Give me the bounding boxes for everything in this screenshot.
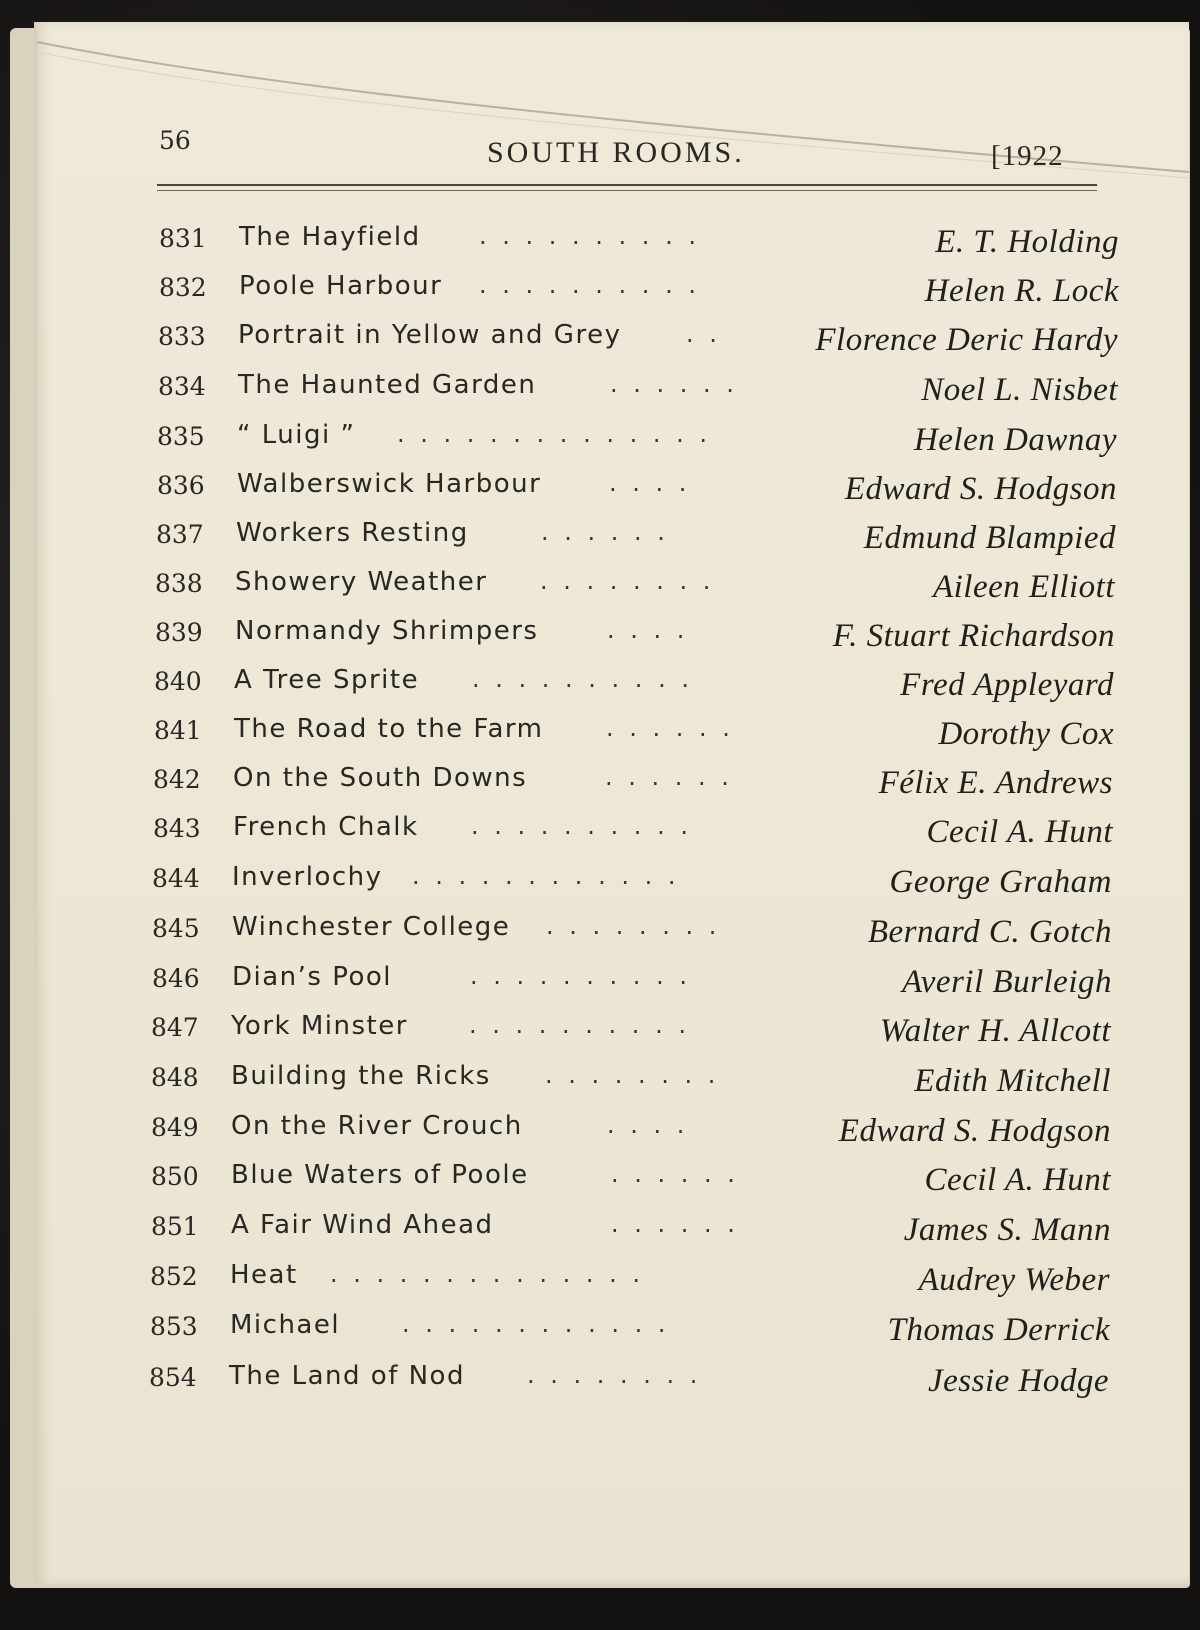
entry-number: 842	[153, 765, 201, 794]
leader-dots: . . . . . . . . . . . . . .	[330, 1260, 644, 1288]
entry-number: 840	[154, 667, 202, 696]
catalogue-page	[34, 22, 1189, 1584]
entry-title: Blue Waters of Poole	[231, 1160, 529, 1190]
entry-title: The Road to the Farm	[234, 714, 544, 744]
leader-dots: . . . . . .	[541, 518, 669, 546]
leader-dots: . . . . . . . . . .	[470, 962, 691, 990]
entry-artist: F. Stuart Richardson	[832, 618, 1115, 654]
catalogue-entry	[152, 860, 1112, 900]
entry-title: Poole Harbour	[239, 271, 443, 301]
entry-artist: Cecil A. Hunt	[926, 814, 1113, 850]
leader-dots: . . . . . .	[611, 1210, 739, 1238]
entry-number: 854	[149, 1363, 197, 1392]
leader-dots: . . . . . . . .	[540, 567, 715, 595]
entry-title: Walberswick Harbour	[237, 469, 542, 499]
entry-title: Building the Ricks	[231, 1061, 491, 1091]
entry-number: 850	[151, 1162, 199, 1191]
entry-number: 851	[151, 1212, 199, 1241]
entry-number: 832	[159, 273, 207, 302]
entry-number: 839	[155, 618, 203, 647]
page-number: 56	[159, 126, 191, 155]
entry-number: 833	[158, 322, 206, 351]
entry-artist: Audrey Weber	[918, 1262, 1110, 1298]
catalogue-entry	[151, 1208, 1111, 1248]
leader-dots: . . . . . . . . . . . .	[402, 1310, 670, 1338]
entry-number: 846	[152, 964, 200, 993]
leader-dots: . . . . . .	[606, 714, 734, 742]
entry-number: 847	[151, 1013, 199, 1042]
entry-artist: Félix E. Andrews	[878, 765, 1113, 801]
catalogue-entry	[151, 1158, 1111, 1198]
entry-title: On the South Downs	[233, 763, 528, 793]
entry-title: Showery Weather	[235, 567, 488, 597]
catalogue-list	[37, 22, 1189, 1584]
catalogue-entry	[153, 810, 1113, 850]
entry-number: 852	[150, 1262, 198, 1291]
entry-artist: Thomas Derrick	[887, 1312, 1110, 1348]
entry-title: Normandy Shrimpers	[235, 616, 539, 646]
leader-dots: . . . . . . . . . .	[471, 812, 692, 840]
entry-number: 834	[158, 372, 206, 401]
entry-number: 838	[155, 569, 203, 598]
catalogue-entry	[149, 1359, 1109, 1399]
leader-dots: . . . . . .	[611, 1160, 739, 1188]
entry-title: Dian’s Pool	[232, 962, 393, 992]
entry-number: 831	[159, 224, 207, 253]
running-title: SOUTH ROOMS.	[487, 136, 745, 169]
leader-dots: . . . . . . . . . .	[479, 271, 700, 299]
entry-number: 853	[150, 1312, 198, 1341]
entry-title: French Chalk	[233, 812, 419, 842]
entry-artist: Jessie Hodge	[927, 1363, 1109, 1399]
entry-artist: James S. Mann	[903, 1212, 1111, 1248]
entry-title: On the River Crouch	[231, 1111, 523, 1141]
leader-dots: . . . .	[607, 1111, 689, 1139]
entry-number: 843	[153, 814, 201, 843]
catalogue-entry	[156, 516, 1116, 556]
entry-artist: Edward S. Hodgson	[844, 471, 1117, 507]
entry-title: A Tree Sprite	[234, 665, 420, 695]
catalogue-entry	[153, 761, 1113, 801]
entry-artist: Edith Mitchell	[914, 1063, 1111, 1099]
entry-artist: Aileen Elliott	[932, 569, 1115, 605]
entry-title: The Haunted Garden	[238, 370, 537, 400]
entry-artist: Edmund Blampied	[863, 520, 1116, 556]
entry-artist: Florence Deric Hardy	[815, 322, 1118, 358]
catalogue-entry	[155, 614, 1115, 654]
catalogue-entry	[151, 1109, 1111, 1149]
entry-artist: Noel L. Nisbet	[921, 372, 1118, 408]
entry-artist: Helen Dawnay	[913, 422, 1117, 458]
catalogue-entry	[157, 418, 1117, 458]
leader-dots: . . . . . . . . . .	[479, 222, 700, 250]
entry-title: Michael	[230, 1310, 341, 1340]
year-label: [1922	[991, 140, 1064, 172]
entry-artist: Helen R. Lock	[924, 273, 1119, 309]
entry-artist: Cecil A. Hunt	[924, 1162, 1111, 1198]
entry-artist: Averil Burleigh	[901, 964, 1112, 1000]
leader-dots: . .	[686, 320, 721, 348]
leader-dots: . . . . . . . . . . . . . .	[397, 420, 711, 448]
leader-dots: . . . .	[609, 469, 691, 497]
leader-dots: . . . . . . . . . .	[472, 665, 693, 693]
entry-title: York Minster	[231, 1011, 408, 1041]
entry-artist: Bernard C. Gotch	[867, 914, 1112, 950]
catalogue-entry	[159, 220, 1119, 260]
catalogue-entry	[152, 960, 1112, 1000]
entry-number: 845	[152, 914, 200, 943]
entry-artist: Fred Appleyard	[900, 667, 1114, 703]
leader-dots: . . . . . . . . . . . .	[412, 862, 680, 890]
entry-title: Inverlochy	[232, 862, 383, 892]
entry-artist: E. T. Holding	[935, 224, 1119, 260]
catalogue-entry	[158, 318, 1118, 358]
entry-number: 848	[151, 1063, 199, 1092]
leader-dots: . . . . . . . . . .	[469, 1011, 690, 1039]
entry-title: Portrait in Yellow and Grey	[238, 320, 622, 350]
entry-number: 836	[157, 471, 205, 500]
entry-number: 835	[157, 422, 205, 451]
leader-dots: . . . . . .	[605, 763, 733, 791]
catalogue-entry	[154, 663, 1114, 703]
leader-dots: . . . . . . . .	[545, 1061, 720, 1089]
entry-title: “ Luigi ”	[237, 420, 356, 450]
leader-dots: . . . . . .	[610, 370, 738, 398]
entry-artist: George Graham	[889, 864, 1112, 900]
catalogue-entry	[150, 1258, 1110, 1298]
leader-dots: . . . .	[607, 616, 689, 644]
catalogue-entry	[152, 910, 1112, 950]
leader-dots: . . . . . . . .	[546, 912, 721, 940]
catalogue-entry	[151, 1059, 1111, 1099]
catalogue-entry	[154, 712, 1114, 752]
catalogue-entry	[157, 467, 1117, 507]
entry-artist: Walter H. Allcott	[879, 1013, 1111, 1049]
catalogue-entry	[158, 368, 1118, 408]
entry-title: Heat	[230, 1260, 298, 1290]
catalogue-entry	[155, 565, 1115, 605]
catalogue-entry	[159, 269, 1119, 309]
entry-title: A Fair Wind Ahead	[231, 1210, 494, 1240]
catalogue-entry	[151, 1009, 1111, 1049]
entry-title: Winchester College	[232, 912, 511, 942]
entry-artist: Edward S. Hodgson	[838, 1113, 1111, 1149]
entry-number: 837	[156, 520, 204, 549]
entry-number: 844	[152, 864, 200, 893]
leader-dots: . . . . . . . .	[527, 1361, 702, 1389]
entry-title: The Land of Nod	[229, 1361, 465, 1391]
catalogue-entry	[150, 1308, 1110, 1348]
entry-title: The Hayfield	[239, 222, 421, 252]
entry-number: 841	[154, 716, 202, 745]
entry-artist: Dorothy Cox	[938, 716, 1114, 752]
entry-title: Workers Resting	[236, 518, 469, 548]
entry-number: 849	[151, 1113, 199, 1142]
